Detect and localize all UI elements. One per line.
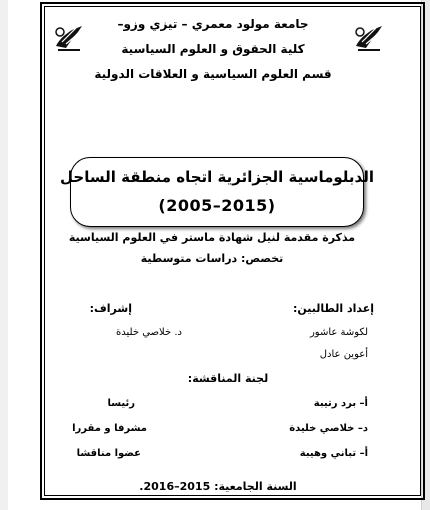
department-name: قسم العلوم السياسية و العلاقات الدولية xyxy=(94,67,332,81)
committee-member-role: مشرفا و مقررا xyxy=(72,423,147,434)
thesis-years: (2005–2015) xyxy=(158,196,276,215)
committee-member-role: رئيسا xyxy=(107,398,135,409)
committee-member-name: أ– تباني وهيبة xyxy=(299,448,368,459)
committee-heading: لجنة المناقشة: xyxy=(187,372,269,385)
thesis-description: مذكرة مقدمة لنيل شهادة ماستر في العلوم السياسية xyxy=(68,231,356,244)
left-scroll-gutter xyxy=(0,0,8,510)
specialization: تخصص: دراسات متوسطية xyxy=(140,252,284,265)
committee-member-name: د– خلاصي خليدة xyxy=(289,423,368,434)
university-logo-left xyxy=(52,20,86,54)
thesis-title: الدبلوماسية الجزائرية اتجاه منطقة الساحل xyxy=(60,168,374,186)
student-name: لكوشة عاشور xyxy=(309,327,368,338)
supervision-heading: إشراف: xyxy=(89,302,132,315)
supervisor-name: د. خلاصي خليدة xyxy=(116,327,182,338)
university-logo-right xyxy=(352,20,386,54)
committee-member-name: أ– برد رتيبة xyxy=(313,398,368,409)
faculty-name: كلية الحقوق و العلوم السياسية xyxy=(121,42,305,56)
university-name: جامعة مولود معمري – تيزي وزو– xyxy=(117,17,309,31)
thesis-title-box xyxy=(60,157,374,227)
students-heading: إعداد الطالبين: xyxy=(292,302,374,315)
academic-year: السنة الجامعية: 2015–2016. xyxy=(139,480,297,493)
student-name: أعوين عادل xyxy=(319,349,368,360)
committee-member-role: عضوا مناقشا xyxy=(76,448,141,459)
